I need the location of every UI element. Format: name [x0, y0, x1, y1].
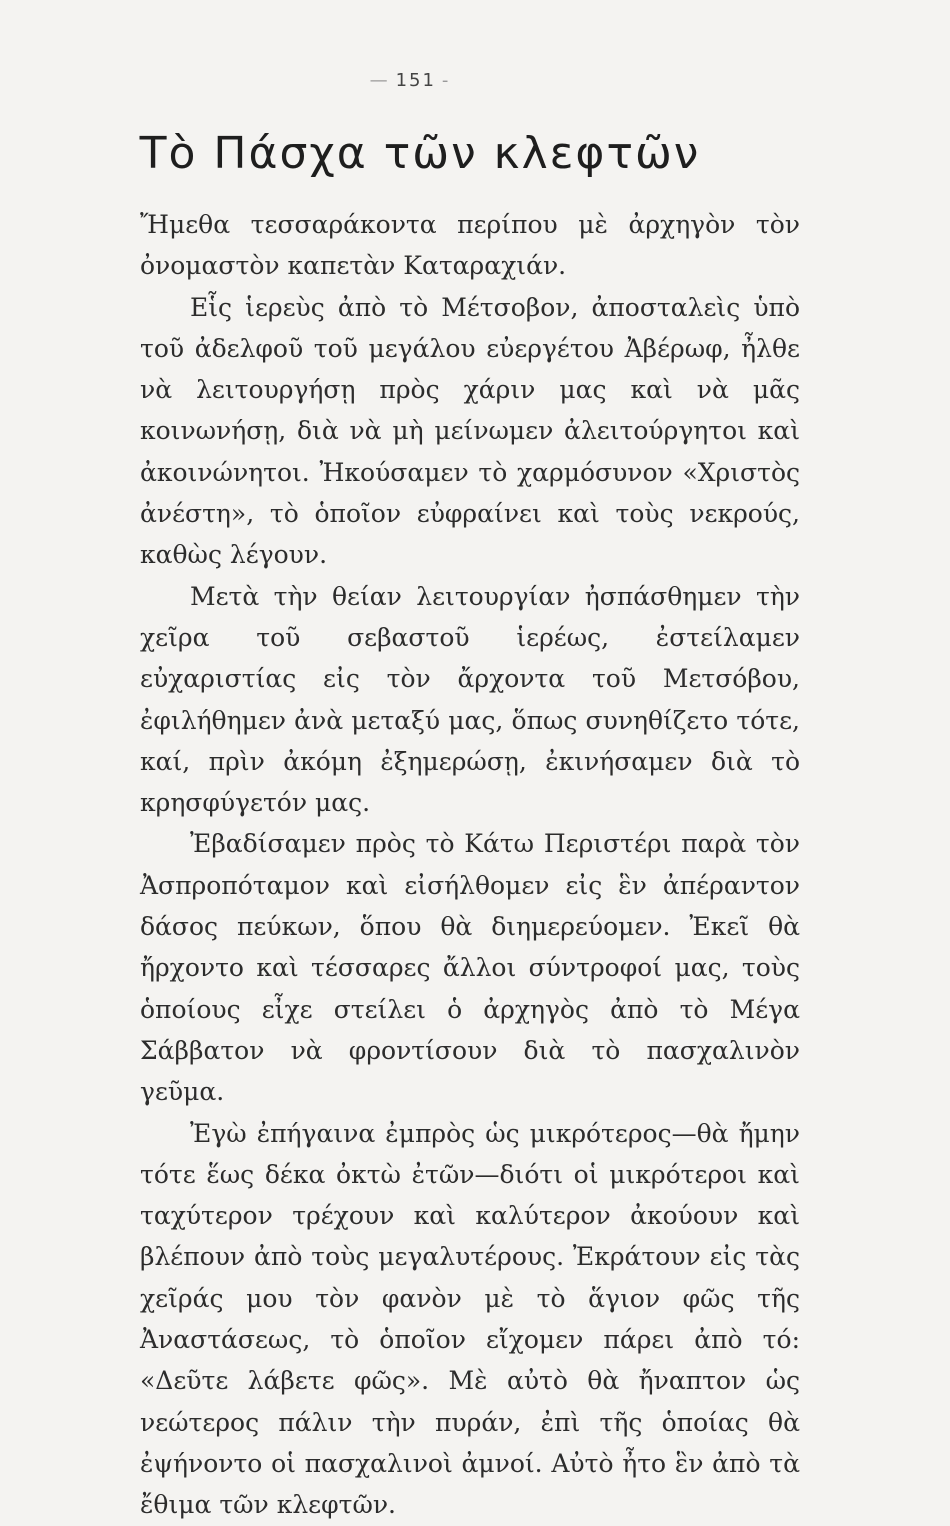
paragraph: Μετὰ τὴν θείαν λειτουργίαν ἠσπάσθημεν τὴν χεῖρα τοῦ σεβαστοῦ ἱερέως, ἐστείλαμεν εὐχαριστίας εἰς τὸν ἄρχοντα τοῦ Μετσόβου, ἐφιλήθημεν ἀνὰ μεταξύ μας, ὅπως συνηθίζετο τότε, καί, πρὶν ἀκόμη ἐξημερώσῃ, ἐκινήσαμεν διὰ τὸ κρησφύγετόν μας. — [140, 581, 800, 818]
paragraph: Εἷς ἱερεὺς ἀπὸ τὸ Μέτσοβον, ἀποσταλεὶς ὑπὸ τοῦ ἀδελφοῦ τοῦ μεγάλου εὐεργέτου Ἀβέρωφ, ἦλθε νὰ λειτουργήσῃ πρὸς χάριν μας καὶ νὰ μᾶς κοινωνήσῃ, διὰ νὰ μὴ μείνωμεν ἀλειτούργητοι καὶ ἀκοινώνητοι. Ἠκούσαμεν τὸ χαρμόσυνον «Χριστὸς ἀνέστη», τὸ ὁποῖον εὐφραίνει καὶ τοὺς νεκρούς, καθὼς λέγουν. — [140, 292, 800, 570]
page-number-dash-left: — — [369, 70, 390, 91]
paragraph: Ἐβαδίσαμεν πρὸς τὸ Κάτω Περιστέρι παρὰ τὸν Ἀσπροπόταμον καὶ εἰσήλθομεν εἰς ἓν ἀπέραντον δάσος πεύκων, ὅπου θὰ διημερεύομεν. Ἐκεῖ θὰ ἤρχοντο καὶ τέσσαρες ἄλλοι σύντροφοί μας, τοὺς ὁποίους εἶχε στείλει ὁ ἀρχηγὸς ἀπὸ τὸ Μέγα Σάββατον νὰ φροντίσουν διὰ τὸ πασχαλινὸν γεῦμα. — [140, 829, 800, 1107]
page-number — [0, 70, 820, 91]
paragraph: Ἐγὼ ἐπήγαινα ἐμπρὸς ὡς μικρότερος—θὰ ἤμην τότε ἕως δέκα ὀκτὼ ἐτῶν—διότι οἱ μικρότεροι καὶ ταχύτερον τρέχουν καὶ καλύτερον ἀκούουν καὶ βλέπουν ἀπὸ τοὺς μεγαλυτέρους. Ἐκράτουν εἰς τὰς χεῖράς μου τὸν φανὸν μὲ τὸ ἅγιον φῶς τῆς Ἀναστάσεως, τὸ ὁποῖον εἴχομεν πάρει ἀπὸ τό: «Δεῦτε λάβετε φῶς». Μὲ αὐτὸ θὰ ἤναπτον ὡς νεώτερος πάλιν τὴν πυράν, ἐπὶ τῆς ὁποίας θὰ ἐψήνοντο οἱ πασχαλινοὶ ἀμνοί. Αὐτὸ ἦτο ἓν ἀπὸ τὰ ἔθιμα τῶν κλεφτῶν. — [140, 1118, 800, 1520]
page-number-dash-right: - — [441, 70, 451, 91]
chapter-body — [140, 204, 800, 1526]
paragraph: Ἤμεθα τεσσαράκοντα περίπου μὲ ἀρχηγὸν τὸν ὀνομαστὸν καπετὰν Καταραχιάν. — [140, 210, 800, 281]
page-number-value: 151 — [395, 70, 436, 91]
chapter-title: Τὸ Πάσχα τῶν κλεφτῶν — [139, 128, 701, 179]
